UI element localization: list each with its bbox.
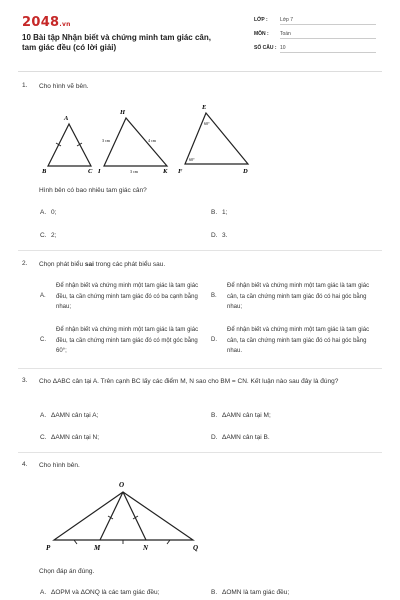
meta-class-label: LỚP : [254,17,268,23]
label-c: C [88,168,93,175]
q2-option-b-label: B. [211,293,217,299]
q2-option-c-label: C. [40,337,46,343]
q2-option-d-label: D. [211,337,217,343]
q3-option-a-label: A. [40,412,47,419]
logo-suffix: .vn [59,21,71,28]
label-q: Q [193,544,199,552]
meta-class [254,17,376,25]
q2-option-c-text: Để nhận biết và chứng minh một tam giác là tam giác đều, ta cần chứng minh tam giác đó có một góc bằng 60°; [56,327,199,354]
meta-class-value: Lớp 7 [280,17,376,25]
q3-option-c-label: C. [40,434,47,441]
label-m: M [94,544,101,552]
q3-option-b[interactable] [211,412,271,419]
q1-option-c-text: 2; [51,232,57,239]
q3-option-b-label: B. [211,412,218,419]
label-b: B [42,168,47,175]
q2-option-c[interactable] [40,325,210,357]
meta-subject [254,31,376,39]
q4-option-b-label: B. [211,589,218,596]
q2-option-a-text: Để nhận biết và chứng minh một tam giác là tam giác đều, ta cần chứng minh tam giác đó có ba cạnh bằng nhau; [56,283,199,310]
site-logo[interactable] [22,15,71,30]
label-i: I [98,168,101,175]
triangle-abc [48,124,91,166]
q4-text: Cho hình bên. [39,462,80,469]
q2-option-d[interactable] [211,325,381,357]
divider [18,452,382,453]
q1-option-a-text: 0; [51,209,57,216]
q1-option-d[interactable] [211,232,227,239]
q2-option-b[interactable] [211,281,381,313]
q4-option-b[interactable] [211,589,289,596]
meta-subject-label: MÔN : [254,31,269,37]
divider [18,250,382,251]
q2-option-a-label: A. [40,293,46,299]
label-p: P [46,544,51,552]
q4-option-a-text: ΔOPM và ΔONQ là các tam giác đều; [51,589,160,596]
q2-text-bold: sai [84,261,94,268]
q1-text: Cho hình vẽ bên. [39,83,89,90]
label-f: F [178,168,183,175]
q3-option-a-text: ΔAMN cân tại A; [51,412,99,419]
q1-option-b-text: 1; [222,209,228,216]
label-hi-length: 3 cm [102,138,110,143]
q3-option-c-text: ΔAMN cân tại N; [51,434,100,441]
divider [18,368,382,369]
q4-question: Chọn đáp án đúng. [39,568,95,575]
q3-option-b-text: ΔAMN cân tại M; [222,412,271,419]
q3-option-d[interactable] [211,434,270,441]
q4-option-b-text: ΔOMN là tam giác đều; [222,589,290,596]
q2-option-b-text: Để nhận biết và chứng minh một tam giác là tam giác cân, ta cần chứng minh tam giác đó có hai góc bằng nhau; [227,283,370,310]
triangle-opq [54,492,193,540]
label-f-angle: 60° [189,157,195,162]
q2-option-d-text: Để nhận biết và chứng minh một tam giác là tam giác cân, ta cần chứng minh tam giác đó có hai góc bằng nhau. [227,327,370,354]
q3-number: 3. [22,377,28,384]
label-e-angle: 60° [204,121,210,126]
q1-option-d-label: D. [211,232,218,239]
header-divider [18,71,382,72]
q2-text-pre: Chọn phát biểu [39,261,85,268]
q3-option-c[interactable] [40,434,99,441]
q1-option-a[interactable] [40,209,56,216]
q2-option-a[interactable] [40,281,210,313]
label-a: A [64,115,69,122]
q1-figure [40,100,260,180]
q2-text-post: trong các phát biểu sau. [93,261,166,268]
segment-om [100,492,123,540]
meta-count-value: 10 [280,45,376,53]
q1-option-a-label: A. [40,209,47,216]
label-k: K [163,168,168,175]
q1-option-b[interactable] [211,209,227,216]
q1-option-c[interactable] [40,232,56,239]
q3-option-d-label: D. [211,434,218,441]
meta-subject-value: Toán [280,31,376,39]
label-ik-length: 3 cm [130,169,138,174]
document-title: 10 Bài tập Nhận biết và chứng minh tam giác cân, tam giác đều (có lời giải) [22,33,211,52]
label-d: D [243,168,248,175]
q4-option-a-label: A. [40,589,47,596]
meta-count-label: SỐ CÂU : [254,45,277,51]
label-h: H [120,109,126,116]
q4-number: 4. [22,461,28,468]
q1-question: Hình bên có bao nhiêu tam giác cân? [39,187,147,194]
meta-count [254,45,376,53]
q1-number: 1. [22,82,28,89]
q3-text: Cho ΔABC cân tại A. Trên cạnh BC lấy các điểm M, N sao cho BM = CN. Kết luận nào sau đây là đúng? [39,378,339,385]
triangle-hik [104,118,167,166]
label-e: E [202,104,207,111]
q1-option-d-text: 3. [222,232,228,239]
q2-text [39,260,165,270]
q1-option-b-label: B. [211,209,218,216]
q4-figure [40,478,220,558]
q1-option-c-label: C. [40,232,47,239]
logo-main: 2048 [22,15,60,30]
q3-option-d-text: ΔAMN cân tại B. [222,434,270,441]
label-hk-length: 4 cm [148,138,156,143]
q4-option-a[interactable] [40,589,159,596]
q2-number: 2. [22,260,28,267]
label-n: N [143,544,149,552]
q3-option-a[interactable] [40,412,98,419]
label-o: O [119,481,125,489]
